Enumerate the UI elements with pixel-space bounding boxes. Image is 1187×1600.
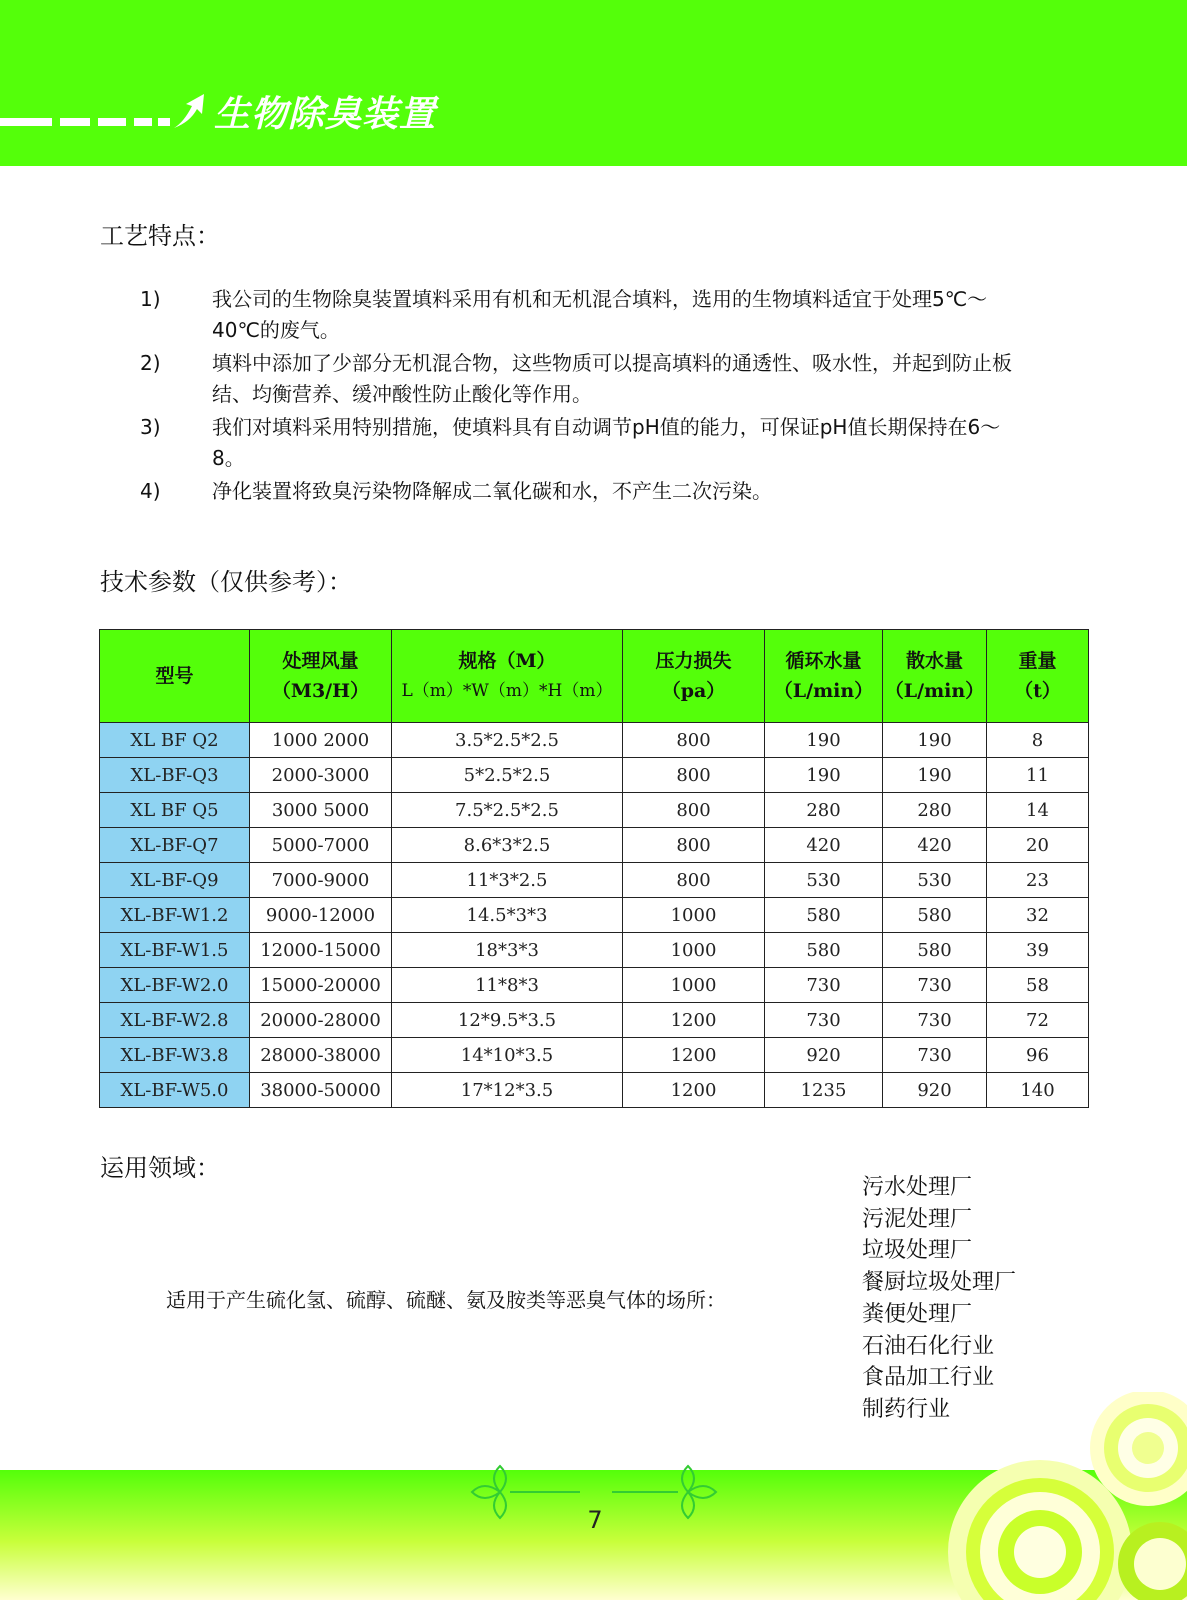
column-header: 压力损失 （pa）: [623, 630, 765, 723]
table-cell: 800: [623, 758, 765, 793]
feature-text: 我们对填料采用特别措施，使填料具有自动调节pH值的能力，可保证pH值长期保持在6～8。: [212, 415, 1001, 470]
table-cell: 3.5*2.5*2.5: [392, 723, 623, 758]
table-cell: 800: [623, 793, 765, 828]
table-cell: 15000-20000: [250, 968, 392, 1003]
list-item: 石油石化行业: [862, 1333, 995, 1359]
table-cell: 530: [883, 863, 987, 898]
table-row: [100, 828, 1089, 863]
model-cell: XL-BF-W3.8: [100, 1038, 250, 1073]
features-heading: 工艺特点：: [100, 222, 220, 250]
header-title: 生物除臭装置: [214, 93, 437, 135]
model-cell: XL-BF-Q7: [100, 828, 250, 863]
table-cell: 920: [765, 1038, 883, 1073]
table-cell: 7000-9000: [250, 863, 392, 898]
dashes-decoration: [0, 116, 170, 128]
table-cell: 28000-38000: [250, 1038, 392, 1073]
table-cell: 580: [765, 898, 883, 933]
feature-text: 净化装置将致臭污染物降解成二氧化碳和水，不产生二次污染。: [212, 479, 772, 503]
table-cell: 420: [765, 828, 883, 863]
table-cell: 5000-7000: [250, 828, 392, 863]
table-cell: 8.6*3*2.5: [392, 828, 623, 863]
table-cell: 14.5*3*3: [392, 898, 623, 933]
table-cell: 530: [765, 863, 883, 898]
feature-number: 1): [140, 287, 161, 311]
model-cell: XL-BF-Q9: [100, 863, 250, 898]
model-cell: XL-BF-W5.0: [100, 1073, 250, 1108]
table-cell: 11*8*3: [392, 968, 623, 1003]
list-item: 餐厨垃圾处理厂: [862, 1270, 1017, 1296]
table-row: [100, 1038, 1089, 1073]
table-cell: 920: [883, 1073, 987, 1108]
column-header: 处理风量 （M3/H）: [250, 630, 392, 723]
application-description: 适用于产生硫化氢、硫醇、硫醚、氨及胺类等恶臭气体的场所：: [166, 1288, 726, 1312]
table-row: [100, 793, 1089, 828]
table-cell: 96: [987, 1038, 1089, 1073]
model-cell: XL BF Q5: [100, 793, 250, 828]
table-cell: 12000-15000: [250, 933, 392, 968]
table-cell: 190: [765, 723, 883, 758]
specs-heading: 技术参数（仅供参考）：: [100, 568, 352, 596]
table-cell: 730: [883, 1003, 987, 1038]
table-row: [100, 758, 1089, 793]
table-cell: 280: [765, 793, 883, 828]
table-cell: 280: [883, 793, 987, 828]
table-cell: 1000: [623, 933, 765, 968]
table-cell: 1000: [623, 968, 765, 1003]
column-header: 型号: [100, 630, 250, 723]
table-cell: 800: [623, 863, 765, 898]
table-cell: 730: [883, 1038, 987, 1073]
list-item: 制药行业: [862, 1396, 951, 1422]
table-cell: 420: [883, 828, 987, 863]
table-cell: 17*12*3.5: [392, 1073, 623, 1108]
table-cell: 1200: [623, 1003, 765, 1038]
table-cell: 190: [883, 723, 987, 758]
table-cell: 8: [987, 723, 1089, 758]
feature-number: 4): [140, 479, 161, 503]
list-item: 污水处理厂: [862, 1175, 973, 1200]
table-header-row: [100, 630, 1089, 723]
table-cell: 58: [987, 968, 1089, 1003]
table-cell: 20000-28000: [250, 1003, 392, 1038]
table-row: [100, 898, 1089, 933]
feature-text: 我公司的生物除臭装置填料采用有机和无机混合填料，选用的生物填料适宜于处理5℃～40℃的废气。: [212, 287, 988, 342]
column-header: 循环水量 （L/min）: [765, 630, 883, 723]
circles-decoration: [0, 1392, 1187, 1600]
table-cell: 18*3*3: [392, 933, 623, 968]
table-row: [100, 968, 1089, 1003]
model-cell: XL-BF-W2.0: [100, 968, 250, 1003]
table-cell: 38000-50000: [250, 1073, 392, 1108]
table-cell: 1000: [623, 898, 765, 933]
feature-number: 3): [140, 415, 161, 439]
table-cell: 14*10*3.5: [392, 1038, 623, 1073]
table-row: [100, 1073, 1089, 1108]
table-cell: 1235: [765, 1073, 883, 1108]
column-header: 重量 （t）: [987, 630, 1089, 723]
table-cell: 9000-12000: [250, 898, 392, 933]
list-item: 食品加工行业: [862, 1365, 995, 1391]
table-cell: 730: [765, 968, 883, 1003]
list-item: 污泥处理厂: [862, 1206, 973, 1232]
table-cell: 7.5*2.5*2.5: [392, 793, 623, 828]
feature-item: [140, 476, 1040, 507]
column-header: 规格（M） L（m）*W（m）*H（m）: [392, 630, 623, 723]
page-number: 7: [587, 1506, 603, 1534]
table-cell: 20: [987, 828, 1089, 863]
table-cell: 11: [987, 758, 1089, 793]
table-cell: 1000 2000: [250, 723, 392, 758]
list-item: 粪便处理厂: [862, 1301, 973, 1327]
table-row: [100, 863, 1089, 898]
table-row: [100, 933, 1089, 968]
feature-item: [140, 284, 1040, 346]
table-cell: 14: [987, 793, 1089, 828]
table-cell: 140: [987, 1073, 1089, 1108]
application-heading: 运用领域：: [100, 1154, 220, 1182]
table-cell: 3000 5000: [250, 793, 392, 828]
table-cell: 730: [883, 968, 987, 1003]
table-cell: 580: [883, 933, 987, 968]
table-row: [100, 1003, 1089, 1038]
table-row: [100, 723, 1089, 758]
table-cell: 23: [987, 863, 1089, 898]
model-cell: XL-BF-W1.2: [100, 898, 250, 933]
table-cell: 11*3*2.5: [392, 863, 623, 898]
table-cell: 39: [987, 933, 1089, 968]
table-cell: 190: [883, 758, 987, 793]
table-cell: 1200: [623, 1073, 765, 1108]
feature-item: [140, 412, 1040, 474]
table-cell: 800: [623, 723, 765, 758]
model-cell: XL-BF-W1.5: [100, 933, 250, 968]
table-cell: 2000-3000: [250, 758, 392, 793]
model-cell: XL-BF-Q3: [100, 758, 250, 793]
industries-list: [862, 1172, 1016, 1426]
table-cell: 580: [765, 933, 883, 968]
spec-table: [99, 629, 1089, 1108]
feature-text: 填料中添加了少部分无机混合物，这些物质可以提高填料的通透性、吸水性，并起到防止板结、均衡营养、缓冲酸性防止酸化等作用。: [212, 351, 1012, 406]
list-item: 垃圾处理厂: [862, 1238, 973, 1264]
header-band: [0, 0, 1187, 166]
table-cell: 72: [987, 1003, 1089, 1038]
table-cell: 800: [623, 828, 765, 863]
table-cell: 32: [987, 898, 1089, 933]
arrow-up-right-icon: [170, 92, 214, 132]
table-cell: 5*2.5*2.5: [392, 758, 623, 793]
table-cell: 580: [883, 898, 987, 933]
feature-item: [140, 348, 1040, 410]
model-cell: XL BF Q2: [100, 723, 250, 758]
features-list: [140, 284, 1040, 509]
column-header: 散水量 （L/min）: [883, 630, 987, 723]
feature-number: 2): [140, 351, 161, 375]
table-cell: 12*9.5*3.5: [392, 1003, 623, 1038]
model-cell: XL-BF-W2.8: [100, 1003, 250, 1038]
table-cell: 730: [765, 1003, 883, 1038]
table-cell: 190: [765, 758, 883, 793]
table-cell: 1200: [623, 1038, 765, 1073]
